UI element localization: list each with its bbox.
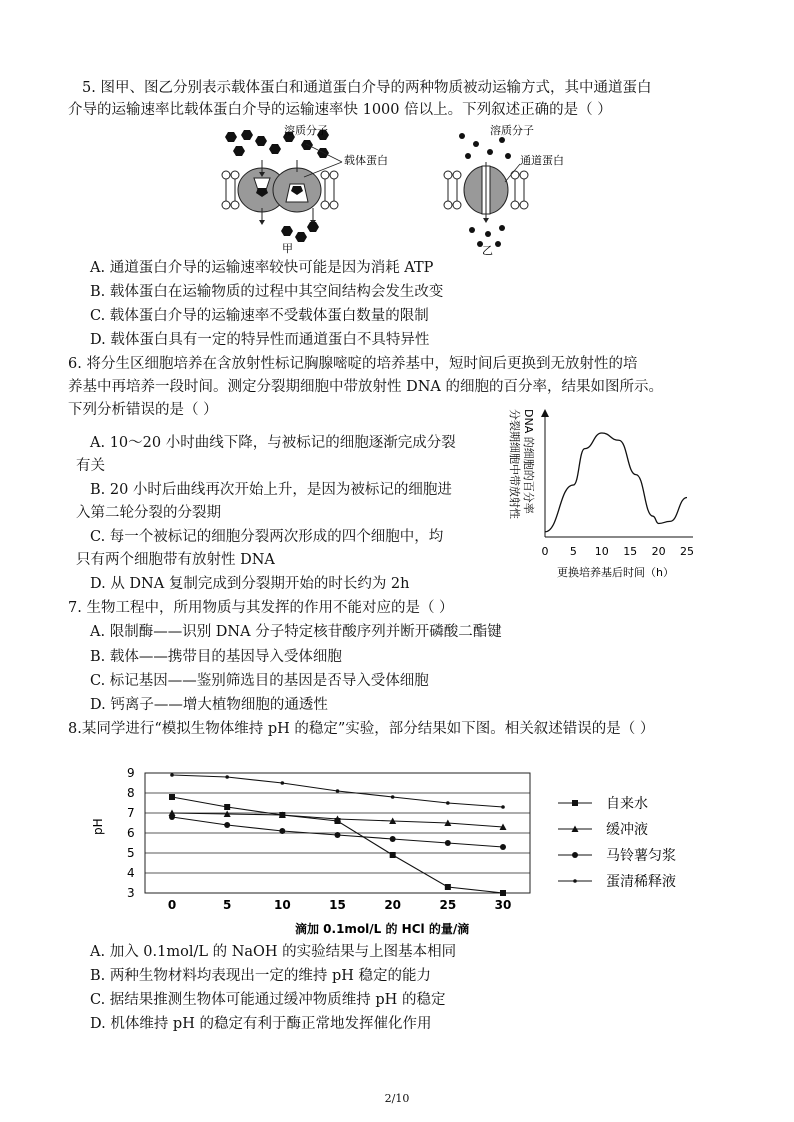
q6-line-chart <box>495 405 705 585</box>
q8-xtick-label: 25 <box>439 898 457 912</box>
q8-data-point <box>391 795 395 799</box>
q8-data-point <box>169 794 175 800</box>
figure-a-label: 甲 <box>282 242 293 255</box>
q8-option-c: C. 据结果推测生物体可能通过缓冲物质维持 pH 的稳定 <box>90 992 446 1008</box>
page-number: 2/10 <box>384 1092 410 1105</box>
q8-xlabel: 滴加 0.1mol/L 的 HCl 的量/滴 <box>295 922 470 936</box>
q8-legend-label: 自来水 <box>606 796 648 812</box>
q8-legend-label: 缓冲液 <box>606 822 648 838</box>
channel-protein-diagram <box>444 133 528 247</box>
q8-xtick-label: 10 <box>273 898 291 912</box>
q6-xlabel: 更换培养基后时间（h） <box>557 566 674 579</box>
solute-label-a: 溶质分子 <box>284 124 328 137</box>
q8-ytick-label: 8 <box>127 786 135 800</box>
q8-data-point <box>225 775 229 779</box>
q8-ytick-label: 5 <box>127 846 135 860</box>
q8-xtick-label: 5 <box>222 898 232 912</box>
q8-ytick-label: 7 <box>127 806 135 820</box>
q7-option-a: A. 限制酶——识别 DNA 分子特定核苷酸序列并断开磷酸二酯键 <box>90 624 502 640</box>
q8-option-b: B. 两种生物材料均表现出一定的维持 pH 稳定的能力 <box>90 968 432 984</box>
q8-xtick-label: 20 <box>384 898 402 912</box>
q6-stem-line2: 养基中再培养一段时间。测定分裂期细胞中带放射性 DNA 的细胞的百分率，结果如图所示。 <box>68 379 663 395</box>
q5-stem-line2: 介导的运输速率比载体蛋白介导的运输速率快 1000 倍以上。下列叙述正确的是（ ） <box>68 102 612 118</box>
q8-data-point <box>224 822 230 828</box>
q8-ytick-label: 3 <box>127 886 135 900</box>
q8-ylabel: pH <box>91 818 105 835</box>
q8-legend-marker <box>572 852 578 858</box>
q7-stem: 7. 生物工程中，所用物质与其发挥的作用不能对应的是（ ） <box>68 600 454 616</box>
q6-option-b-line2: 入第二轮分裂的分裂期 <box>76 505 221 521</box>
q5-option-a: A. 通道蛋白介导的运输速率较快可能是因为消耗 ATP <box>90 260 434 276</box>
q8-data-point <box>336 789 340 793</box>
q8-data-point <box>390 852 396 858</box>
q6-option-d: D. 从 DNA 复制完成到分裂期开始的时长约为 2h <box>90 576 410 592</box>
q6-xtick-label: 25 <box>680 545 694 558</box>
q8-data-point <box>500 890 506 896</box>
q6-option-b-line1: B. 20 小时后曲线再次开始上升，是因为被标记的细胞进 <box>90 482 452 498</box>
q8-stem: 8.某同学进行“模拟生物体维持 pH 的稳定”实验，部分结果如下图。相关叙述错误的是（ ） <box>68 721 655 737</box>
q8-xtick-label: 30 <box>494 898 512 912</box>
q8-data-point <box>281 781 285 785</box>
q8-data-point <box>390 836 396 842</box>
q8-ytick-label: 9 <box>127 766 135 780</box>
q8-data-point <box>169 814 175 820</box>
q5-option-c: C. 载体蛋白介导的运输速率不受载体蛋白数量的限制 <box>90 308 429 324</box>
q8-data-point <box>224 804 230 810</box>
q6-xtick-label: 5 <box>569 545 577 558</box>
q6-xtick-label: 0 <box>541 545 549 558</box>
q8-data-point <box>446 801 450 805</box>
q8-ytick-label: 6 <box>127 826 135 840</box>
q8-data-point <box>500 844 506 850</box>
q8-option-d: D. 机体维持 pH 的稳定有利于酶正常地发挥催化作用 <box>90 1016 432 1032</box>
q6-xtick-label: 20 <box>651 545 666 558</box>
q7-option-b: B. 载体——携带目的基因导入受体细胞 <box>90 649 342 665</box>
q5-option-d: D. 载体蛋白具有一定的特异性而通道蛋白不具特异性 <box>90 332 430 348</box>
q8-data-point <box>335 832 341 838</box>
q6-stem-line1: 6. 将分生区细胞培养在含放射性标记胸腺嘧啶的培养基中，短时间后更换到无放射性的培 <box>68 356 638 372</box>
q6-option-a-line2: 有关 <box>76 458 105 474</box>
q8-xtick-label: 0 <box>167 898 177 912</box>
q8-legend-label: 马铃薯匀浆 <box>606 848 676 864</box>
solute-label-b: 溶质分子 <box>490 124 534 137</box>
q7-option-d: D. 钙离子——增大植物细胞的通透性 <box>90 697 328 713</box>
q8-data-point <box>445 884 451 890</box>
q8-series-line <box>172 797 503 893</box>
q8-line-chart <box>80 755 720 940</box>
q6-xtick-label: 10 <box>594 545 609 558</box>
q7-option-c: C. 标记基因——鉴别筛选目的基因是否导入受体细胞 <box>90 673 429 689</box>
q6-option-c-line1: C. 每一个被标记的细胞分裂两次形成的四个细胞中，均 <box>90 529 444 545</box>
q5-transport-figure <box>210 122 580 257</box>
figure-b-label: 乙 <box>482 244 493 257</box>
q8-xtick-label: 15 <box>329 898 346 912</box>
q8-option-a: A. 加入 0.1mol/L 的 NaOH 的实验结果与上图基本相同 <box>90 944 457 960</box>
channel-protein-label: 通道蛋白 <box>520 154 564 167</box>
carrier-protein-label: 载体蛋白 <box>344 154 388 167</box>
q8-legend-marker <box>573 879 577 883</box>
q6-option-c-line2: 只有两个细胞带有放射性 DNA <box>76 552 275 568</box>
q6-option-a-line1: A. 10～20 小时曲线下降，与被标记的细胞逐渐完成分裂 <box>90 435 456 451</box>
q8-legend-marker <box>572 800 578 806</box>
q6-ylabel-line1: 分裂期细胞中带放射性 <box>508 409 521 519</box>
q8-data-point <box>445 840 451 846</box>
q6-xtick-label: 15 <box>623 545 638 558</box>
q6-ylabel-line2: DNA 的细胞的百分率 <box>522 409 535 514</box>
q8-data-point <box>279 828 285 834</box>
q6-series-line <box>545 433 687 532</box>
q8-ytick-label: 4 <box>127 866 135 880</box>
q8-legend-label: 蛋清稀释液 <box>606 874 676 890</box>
q8-data-point <box>170 773 174 777</box>
q5-stem-line1: 5. 图甲、图乙分别表示载体蛋白和通道蛋白介导的两种物质被动运输方式，其中通道蛋白 <box>82 80 652 96</box>
q5-option-b: B. 载体蛋白在运输物质的过程中其空间结构会发生改变 <box>90 284 444 300</box>
q6-stem-line3: 下列分析错误的是（ ） <box>68 402 218 418</box>
q8-data-point <box>501 805 505 809</box>
carrier-protein-diagram <box>222 130 342 242</box>
